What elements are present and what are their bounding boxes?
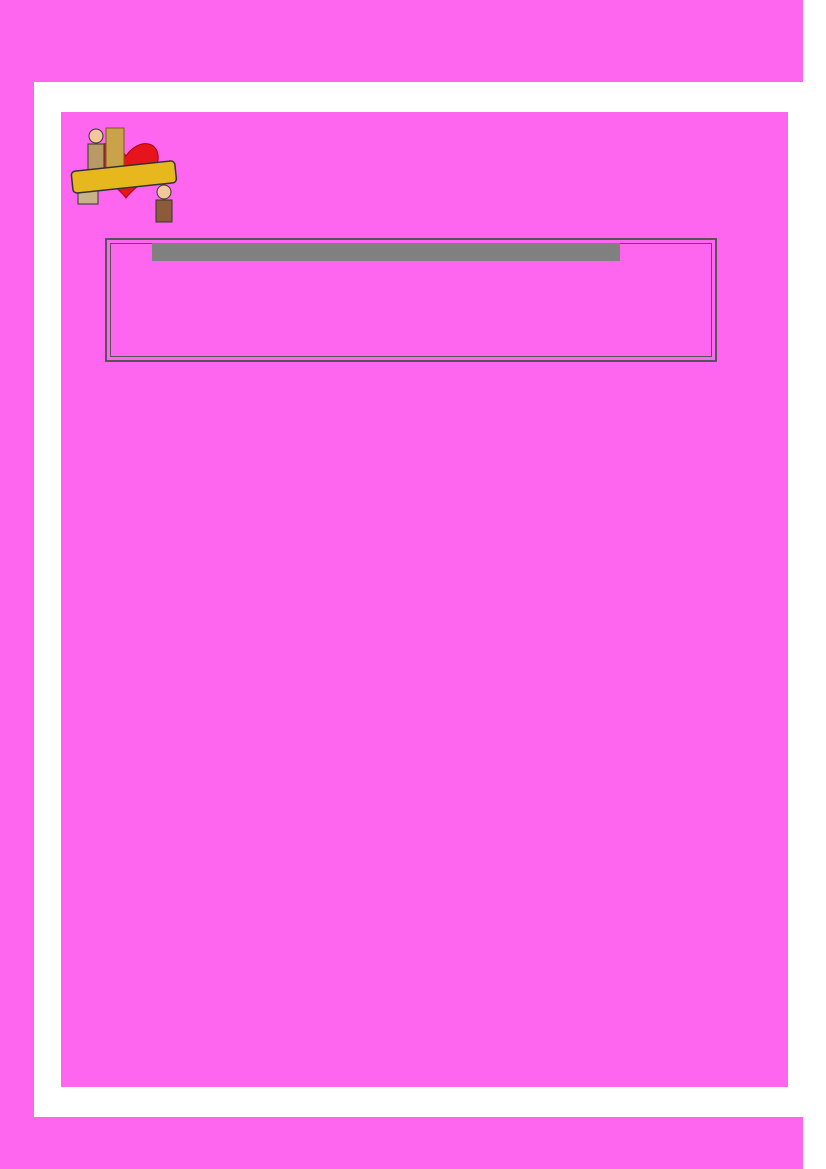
i-love-adverbs-logo [66, 118, 184, 230]
grammar-table [105, 238, 717, 362]
worksheet-title [210, 140, 610, 230]
enough-wordart [506, 946, 722, 986]
too-much-wordart [692, 420, 772, 640]
table-header-bar [152, 243, 620, 261]
